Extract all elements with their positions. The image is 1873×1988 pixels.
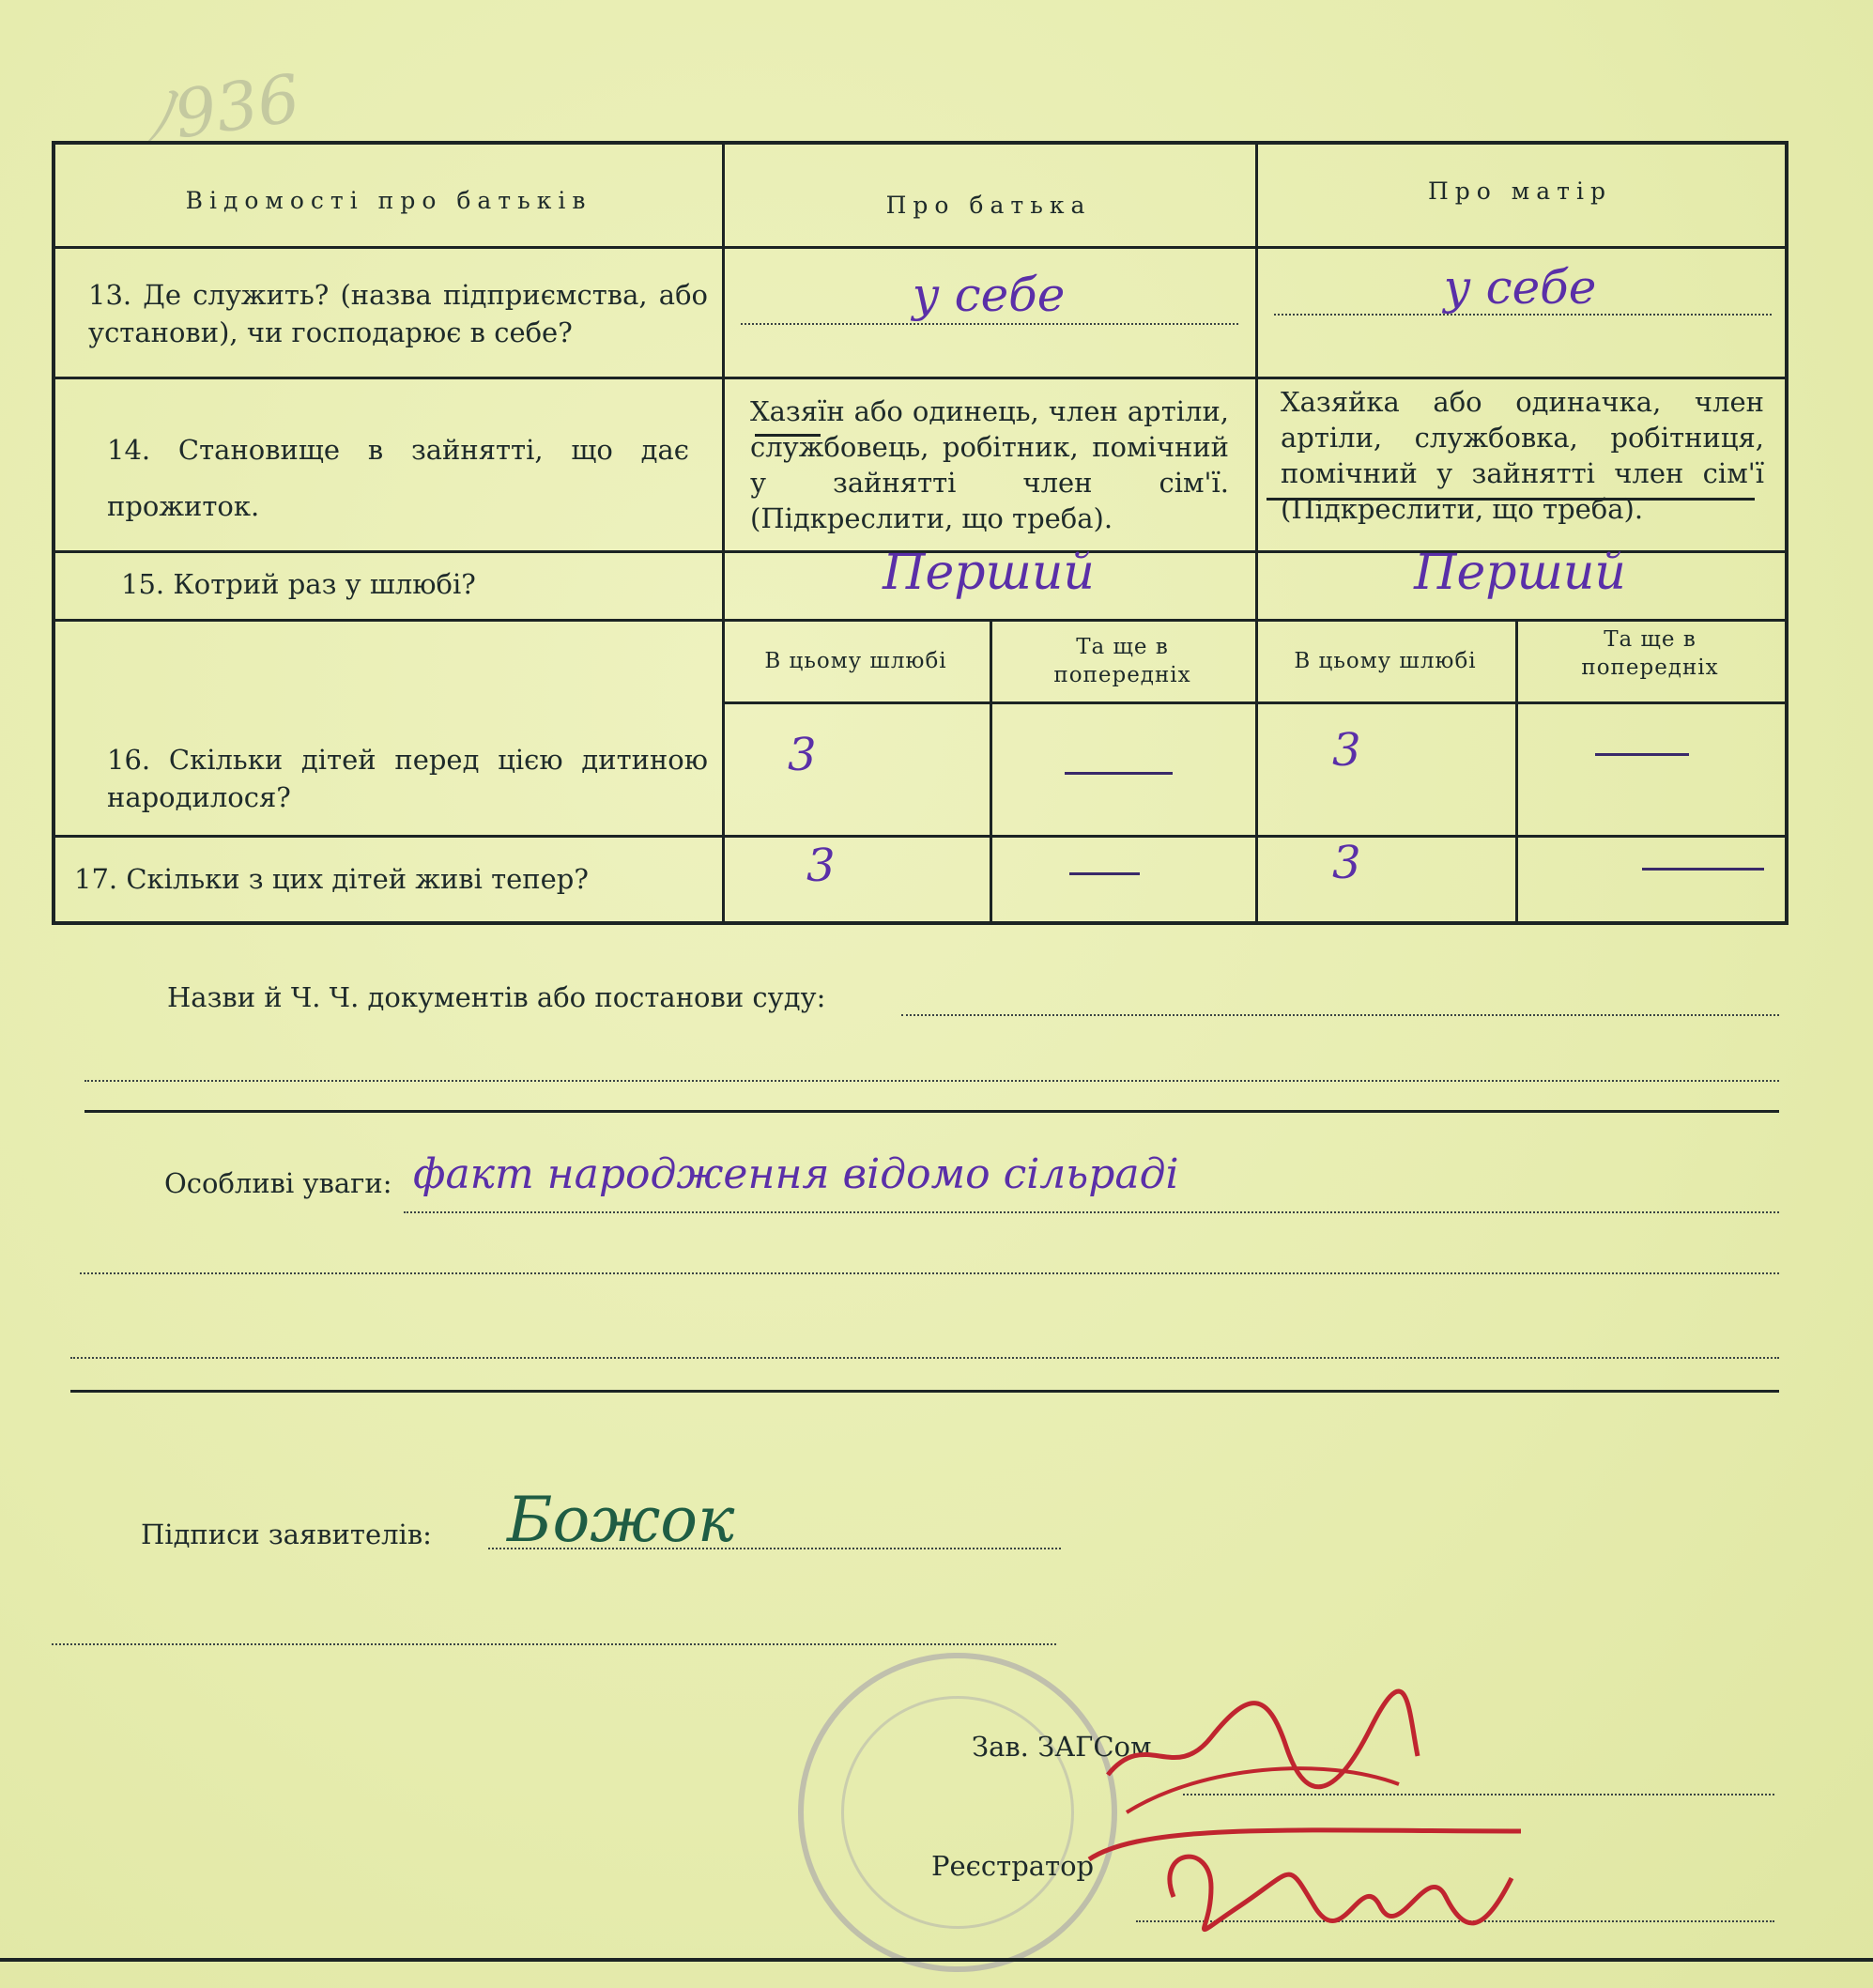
- father-sub-previous: Та ще в попередніх: [1053, 635, 1191, 687]
- documents-label: Назви й Ч. Ч. документів або постанови суду:: [167, 981, 826, 1013]
- father-occupation-options: Хазяїн або одинець, член артіли, службовець, робітник, помічний у зайнятті член сім'ї. (Підкреслити, що треба).: [750, 395, 1229, 534]
- remarks-value: факт народження відомо сільраді: [413, 1150, 1179, 1198]
- mother-workplace: у себе: [1443, 260, 1597, 315]
- father-children-alive-prev: [1069, 872, 1140, 875]
- mother-sub-this-marriage: В цьому шлюбі: [1294, 649, 1477, 673]
- father-children-prev: [1065, 772, 1173, 775]
- signatures-label: Підписи заявителів:: [141, 1518, 432, 1550]
- head-label: Зав. ЗАГСом: [972, 1731, 1152, 1763]
- mother-children-alive: 3: [1332, 837, 1361, 889]
- mother-children-prev: [1595, 753, 1689, 756]
- question-13: 13. Де служить? (назва підприємства, або установи), чи господарює в себе?: [88, 279, 708, 348]
- mother-occupation-options: Хазяйка або одиначка, член артіли, службовка, робітниця, помічний у зайнятті член сім'ї (Підкреслити, що треба).: [1281, 386, 1764, 525]
- mother-sub-previous: Та ще в попередніх: [1581, 627, 1719, 680]
- official-stamp: [798, 1653, 1117, 1972]
- header-father: Про батька: [885, 192, 1092, 219]
- question-17: 17. Скільки з цих дітей живі тепер?: [74, 863, 589, 895]
- mother-children-this: 3: [1332, 724, 1361, 777]
- father-workplace: у себе: [912, 268, 1066, 322]
- question-14: 14. Становище в зайнятті, що дає прожиток.: [107, 434, 689, 522]
- registrar-label: Реєстратор: [931, 1850, 1095, 1882]
- father-sub-this-marriage: В цьому шлюбі: [764, 649, 947, 673]
- applicant-signature: Божок: [507, 1484, 735, 1556]
- head-signature-drawing: [1089, 1672, 1427, 1822]
- father-children-alive: 3: [806, 840, 836, 892]
- question-15: 15. Котрий раз у шлюбі?: [121, 568, 476, 600]
- header-mother: Про матір: [1428, 177, 1612, 205]
- mother-marriage-count: Перший: [1414, 545, 1626, 601]
- parents-info-table: [52, 141, 1789, 925]
- registrar-signature-drawing: [1070, 1803, 1540, 1953]
- remarks-label: Особливі уваги:: [164, 1167, 392, 1199]
- header-parents-info: Відомості про батьків: [185, 187, 592, 214]
- archive-pencil-mark: ﾉ936: [136, 59, 305, 159]
- father-marriage-count: Перший: [883, 545, 1095, 601]
- registrar-signature: [1070, 1803, 1540, 1957]
- father-children-this: 3: [788, 729, 817, 781]
- question-16: 16. Скільки дітей перед цією дитиною народилося?: [107, 744, 708, 813]
- mother-children-alive-prev: [1642, 868, 1764, 871]
